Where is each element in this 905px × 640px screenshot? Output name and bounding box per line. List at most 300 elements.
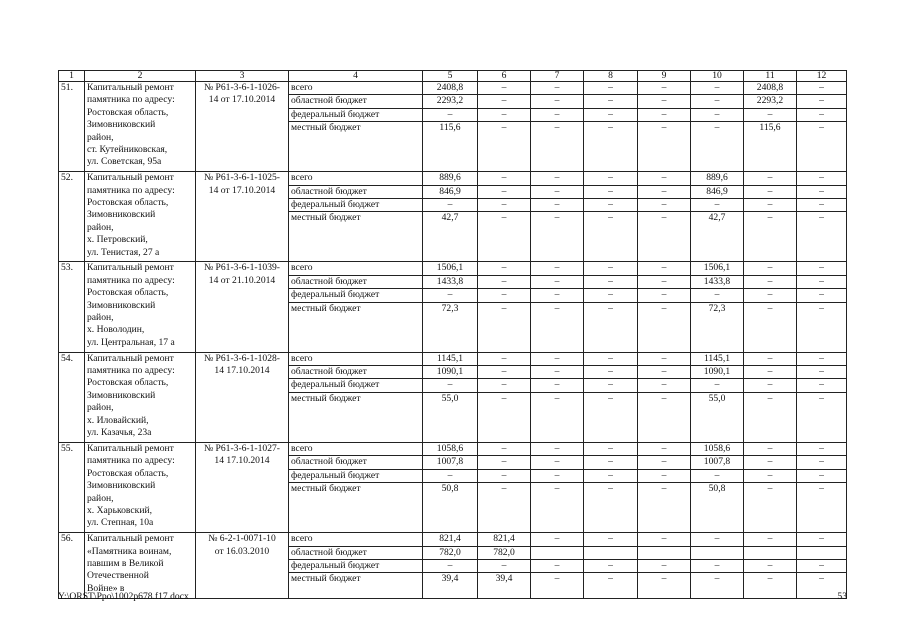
amount-cell: 889,6 bbox=[691, 172, 744, 185]
amount-cell: – bbox=[797, 533, 847, 546]
amount-cell: – bbox=[531, 108, 584, 121]
amount-cell: – bbox=[584, 559, 638, 572]
amount-cell: – bbox=[531, 122, 584, 172]
amount-cell: – bbox=[744, 302, 797, 352]
document-line: № 6-2-1-0071-10 bbox=[208, 533, 276, 545]
amount-cell: – bbox=[797, 289, 847, 302]
footer-file-path: Y:\ORST\Ppo\1002p678.f17.docx bbox=[58, 591, 189, 602]
funding-source: всего bbox=[289, 172, 423, 185]
amount-cell: – bbox=[691, 122, 744, 172]
funding-source: всего bbox=[289, 442, 423, 455]
amount-cell: – bbox=[478, 352, 531, 365]
description-line: Ростовская область, bbox=[87, 467, 169, 479]
description-line: район, bbox=[87, 131, 114, 143]
amount-cell: – bbox=[638, 275, 691, 288]
amount-cell: – bbox=[423, 379, 478, 392]
document-line: от 16.03.2010 bbox=[214, 545, 270, 557]
amount-cell: – bbox=[478, 172, 531, 185]
amount-cell: – bbox=[478, 212, 531, 262]
document-reference bbox=[196, 262, 289, 352]
amount-cell: – bbox=[744, 442, 797, 455]
description-line: х. Новолодин, bbox=[87, 324, 145, 336]
column-number: 11 bbox=[744, 71, 797, 82]
description-line: Ростовская область, bbox=[87, 106, 169, 118]
amount-cell: 42,7 bbox=[423, 212, 478, 262]
amount-cell: – bbox=[584, 366, 638, 379]
amount-cell: 889,6 bbox=[423, 172, 478, 185]
description-line: Зимовниковский bbox=[87, 480, 156, 492]
amount-cell: – bbox=[691, 573, 744, 599]
description-line: Ростовская область, bbox=[87, 197, 169, 209]
column-number: 10 bbox=[691, 71, 744, 82]
record-number: 55. bbox=[59, 442, 85, 532]
description-line: Отечественной bbox=[87, 570, 149, 582]
amount-cell: – bbox=[797, 469, 847, 482]
amount-cell: 1433,8 bbox=[423, 275, 478, 288]
amount-cell: – bbox=[744, 533, 797, 546]
amount-cell: – bbox=[691, 559, 744, 572]
amount-cell: – bbox=[584, 122, 638, 172]
description-line: район, bbox=[87, 492, 114, 504]
amount-cell: – bbox=[797, 82, 847, 95]
description-line: ул. Центральная, 17 а bbox=[87, 336, 175, 348]
description-line: х. Иловайский, bbox=[87, 414, 149, 426]
amount-cell: – bbox=[423, 469, 478, 482]
amount-cell: – bbox=[797, 95, 847, 108]
funding-source: всего bbox=[289, 533, 423, 546]
document-line: № Р61-3-6-1-1028- bbox=[203, 352, 281, 364]
description-line: памятника по адресу: bbox=[87, 274, 175, 286]
column-number: 1 bbox=[59, 71, 85, 82]
description-line: Зимовниковский bbox=[87, 299, 156, 311]
amount-cell: – bbox=[638, 108, 691, 121]
funding-source: местный бюджет bbox=[289, 483, 423, 533]
amount-cell: – bbox=[638, 366, 691, 379]
amount-cell: 2293,2 bbox=[744, 95, 797, 108]
description-line: ст. Кутейниковская, bbox=[87, 144, 168, 156]
amount-cell: – bbox=[638, 212, 691, 262]
amount-cell: – bbox=[691, 108, 744, 121]
amount-cell: – bbox=[478, 95, 531, 108]
amount-cell: – bbox=[478, 392, 531, 442]
amount-cell: – bbox=[423, 559, 478, 572]
amount-cell: – bbox=[691, 469, 744, 482]
amount-cell: – bbox=[744, 199, 797, 212]
table-row bbox=[59, 262, 847, 275]
amount-cell: 782,0 bbox=[478, 546, 531, 559]
amount-cell: – bbox=[478, 82, 531, 95]
amount-cell: – bbox=[423, 289, 478, 302]
amount-cell: 72,3 bbox=[423, 302, 478, 352]
document-reference bbox=[196, 533, 289, 599]
document-line: № Р61-3-6-1-1027- bbox=[203, 442, 281, 454]
document-line: № Р61-3-6-1-1026- bbox=[203, 82, 281, 93]
amount-cell: – bbox=[744, 172, 797, 185]
amount-cell: – bbox=[638, 302, 691, 352]
amount-cell: 1058,6 bbox=[423, 442, 478, 455]
document-reference bbox=[196, 82, 289, 172]
amount-cell: – bbox=[584, 95, 638, 108]
amount-cell: 2408,8 bbox=[423, 82, 478, 95]
amount-cell: – bbox=[478, 199, 531, 212]
amount-cell: – bbox=[744, 212, 797, 262]
document-line: 14 17.10.2014 bbox=[214, 365, 270, 377]
project-description bbox=[85, 352, 196, 442]
page-number: 53 bbox=[837, 591, 847, 602]
amount-cell: 72,3 bbox=[691, 302, 744, 352]
amount-cell: – bbox=[584, 573, 638, 599]
table-row bbox=[59, 352, 847, 365]
funding-source: местный бюджет bbox=[289, 392, 423, 442]
amount-cell: – bbox=[478, 442, 531, 455]
amount-cell: 55,0 bbox=[691, 392, 744, 442]
project-description bbox=[85, 533, 196, 599]
description-line: Капитальный ремонт bbox=[87, 442, 174, 454]
amount-cell: – bbox=[531, 573, 584, 599]
amount-cell: – bbox=[797, 302, 847, 352]
record-number: 54. bbox=[59, 352, 85, 442]
amount-cell: – bbox=[423, 108, 478, 121]
description-line: павшим в Великой bbox=[87, 557, 164, 569]
amount-cell: 39,4 bbox=[423, 573, 478, 599]
amount-cell: – bbox=[584, 533, 638, 546]
amount-cell: – bbox=[584, 185, 638, 198]
amount-cell: – bbox=[531, 469, 584, 482]
amount-cell: 782,0 bbox=[423, 546, 478, 559]
amount-cell: – bbox=[744, 275, 797, 288]
project-description bbox=[85, 262, 196, 352]
record-number: 53. bbox=[59, 262, 85, 352]
amount-cell: 846,9 bbox=[691, 185, 744, 198]
amount-cell: – bbox=[531, 275, 584, 288]
amount-cell: – bbox=[478, 262, 531, 275]
column-number: 6 bbox=[478, 71, 531, 82]
amount-cell: 115,6 bbox=[423, 122, 478, 172]
record-number: 52. bbox=[59, 172, 85, 262]
amount-cell: – bbox=[691, 379, 744, 392]
funding-table bbox=[58, 70, 847, 599]
funding-source: федеральный бюджет bbox=[289, 108, 423, 121]
amount-cell: – bbox=[584, 469, 638, 482]
document-reference bbox=[196, 352, 289, 442]
amount-cell: – bbox=[584, 275, 638, 288]
amount-cell: 115,6 bbox=[744, 122, 797, 172]
amount-cell: – bbox=[691, 95, 744, 108]
column-number: 2 bbox=[85, 71, 196, 82]
description-line: Зимовниковский bbox=[87, 209, 156, 221]
document-reference bbox=[196, 442, 289, 532]
amount-cell: – bbox=[744, 289, 797, 302]
amount-cell: 846,9 bbox=[423, 185, 478, 198]
amount-cell: – bbox=[797, 442, 847, 455]
funding-source: федеральный бюджет bbox=[289, 379, 423, 392]
amount-cell: – bbox=[478, 108, 531, 121]
amount-cell: – bbox=[531, 366, 584, 379]
amount-cell: 39,4 bbox=[478, 573, 531, 599]
description-line: ул. Тенистая, 27 а bbox=[87, 246, 160, 258]
record-number: 56. bbox=[59, 533, 85, 599]
amount-cell: – bbox=[691, 533, 744, 546]
amount-cell: 821,4 bbox=[423, 533, 478, 546]
description-line: Зимовниковский bbox=[87, 119, 156, 131]
description-line: Капитальный ремонт bbox=[87, 172, 174, 184]
description-line: район, bbox=[87, 221, 114, 233]
amount-cell: – bbox=[797, 172, 847, 185]
amount-cell: – bbox=[478, 185, 531, 198]
amount-cell: 1007,8 bbox=[691, 456, 744, 469]
amount-cell: – bbox=[797, 352, 847, 365]
column-number: 4 bbox=[289, 71, 423, 82]
description-line: х. Харьковский, bbox=[87, 504, 152, 516]
amount-cell: – bbox=[531, 442, 584, 455]
amount-cell: – bbox=[797, 185, 847, 198]
amount-cell: – bbox=[744, 469, 797, 482]
amount-cell bbox=[531, 546, 584, 559]
amount-cell: – bbox=[691, 289, 744, 302]
amount-cell: 50,8 bbox=[423, 483, 478, 533]
amount-cell: – bbox=[584, 352, 638, 365]
description-line: памятника по адресу: bbox=[87, 94, 175, 106]
funding-source: местный бюджет bbox=[289, 122, 423, 172]
description-line: Капитальный ремонт bbox=[87, 262, 174, 274]
amount-cell: – bbox=[584, 442, 638, 455]
amount-cell: 42,7 bbox=[691, 212, 744, 262]
amount-cell: – bbox=[744, 379, 797, 392]
description-line: район, bbox=[87, 312, 114, 324]
amount-cell: – bbox=[797, 456, 847, 469]
description-line: Капитальный ремонт bbox=[87, 533, 174, 545]
amount-cell: – bbox=[638, 185, 691, 198]
amount-cell: – bbox=[744, 366, 797, 379]
document-line: 14 от 17.10.2014 bbox=[208, 184, 276, 196]
amount-cell: 1145,1 bbox=[423, 352, 478, 365]
amount-cell: – bbox=[584, 199, 638, 212]
amount-cell: – bbox=[584, 483, 638, 533]
funding-source: всего bbox=[289, 352, 423, 365]
amount-cell: – bbox=[584, 392, 638, 442]
amount-cell: – bbox=[744, 559, 797, 572]
description-line: Войне» в bbox=[87, 582, 125, 594]
amount-cell: – bbox=[531, 212, 584, 262]
amount-cell: – bbox=[744, 108, 797, 121]
amount-cell: – bbox=[478, 379, 531, 392]
document-reference bbox=[196, 172, 289, 262]
amount-cell: – bbox=[584, 302, 638, 352]
amount-cell: – bbox=[531, 302, 584, 352]
amount-cell: – bbox=[478, 366, 531, 379]
project-description bbox=[85, 442, 196, 532]
amount-cell: – bbox=[478, 483, 531, 533]
amount-cell: – bbox=[638, 199, 691, 212]
funding-source: областной бюджет bbox=[289, 546, 423, 559]
amount-cell: 1506,1 bbox=[691, 262, 744, 275]
amount-cell: – bbox=[531, 82, 584, 95]
amount-cell: – bbox=[797, 212, 847, 262]
amount-cell: – bbox=[423, 199, 478, 212]
amount-cell: – bbox=[478, 456, 531, 469]
amount-cell: – bbox=[691, 199, 744, 212]
description-line: ул. Казачья, 23а bbox=[87, 427, 152, 439]
amount-cell: – bbox=[531, 95, 584, 108]
document-line: № Р61-3-6-1-1039- bbox=[203, 262, 281, 274]
amount-cell: – bbox=[797, 483, 847, 533]
funding-source: областной бюджет bbox=[289, 185, 423, 198]
amount-cell: 55,0 bbox=[423, 392, 478, 442]
column-number: 7 bbox=[531, 71, 584, 82]
description-line: Капитальный ремонт bbox=[87, 82, 174, 93]
amount-cell: – bbox=[638, 456, 691, 469]
funding-source: всего bbox=[289, 262, 423, 275]
amount-cell: – bbox=[744, 483, 797, 533]
amount-cell: 50,8 bbox=[691, 483, 744, 533]
document-line: № Р61-3-6-1-1025- bbox=[203, 172, 281, 184]
funding-source: федеральный бюджет bbox=[289, 469, 423, 482]
amount-cell: – bbox=[638, 352, 691, 365]
amount-cell: – bbox=[638, 122, 691, 172]
amount-cell: – bbox=[584, 212, 638, 262]
column-number: 5 bbox=[423, 71, 478, 82]
table-row bbox=[59, 82, 847, 95]
funding-source: всего bbox=[289, 82, 423, 95]
description-line: район, bbox=[87, 402, 114, 414]
amount-cell: – bbox=[797, 122, 847, 172]
amount-cell: – bbox=[531, 559, 584, 572]
amount-cell: – bbox=[638, 262, 691, 275]
amount-cell: – bbox=[797, 392, 847, 442]
amount-cell: 2408,8 bbox=[744, 82, 797, 95]
amount-cell: – bbox=[744, 262, 797, 275]
amount-cell bbox=[797, 546, 847, 559]
amount-cell: – bbox=[584, 108, 638, 121]
funding-source: федеральный бюджет bbox=[289, 199, 423, 212]
funding-source: федеральный бюджет bbox=[289, 559, 423, 572]
amount-cell: – bbox=[638, 392, 691, 442]
amount-cell: – bbox=[744, 573, 797, 599]
amount-cell: – bbox=[638, 289, 691, 302]
amount-cell: – bbox=[797, 108, 847, 121]
amount-cell: – bbox=[531, 533, 584, 546]
amount-cell: – bbox=[797, 275, 847, 288]
amount-cell: – bbox=[531, 379, 584, 392]
project-description bbox=[85, 172, 196, 262]
funding-source: областной бюджет bbox=[289, 95, 423, 108]
funding-source: областной бюджет bbox=[289, 275, 423, 288]
amount-cell: 1007,8 bbox=[423, 456, 478, 469]
amount-cell: – bbox=[584, 456, 638, 469]
amount-cell bbox=[638, 546, 691, 559]
funding-source: областной бюджет bbox=[289, 366, 423, 379]
funding-source: областной бюджет bbox=[289, 456, 423, 469]
amount-cell: – bbox=[478, 469, 531, 482]
amount-cell: 1090,1 bbox=[691, 366, 744, 379]
amount-cell bbox=[744, 546, 797, 559]
record-number: 51. bbox=[59, 82, 85, 172]
description-line: памятника по адресу: bbox=[87, 184, 175, 196]
amount-cell: – bbox=[478, 289, 531, 302]
column-number-row bbox=[59, 71, 847, 82]
description-line: Ростовская область, bbox=[87, 287, 169, 299]
funding-source: местный бюджет bbox=[289, 302, 423, 352]
amount-cell: – bbox=[531, 483, 584, 533]
amount-cell: 1058,6 bbox=[691, 442, 744, 455]
amount-cell: – bbox=[797, 366, 847, 379]
description-line: ул. Советская, 95а bbox=[87, 156, 162, 168]
amount-cell bbox=[691, 546, 744, 559]
table-row bbox=[59, 172, 847, 185]
amount-cell: – bbox=[584, 379, 638, 392]
amount-cell: – bbox=[531, 392, 584, 442]
document-line: 14 17.10.2014 bbox=[214, 455, 270, 467]
amount-cell: 1506,1 bbox=[423, 262, 478, 275]
amount-cell: – bbox=[478, 275, 531, 288]
amount-cell: – bbox=[744, 352, 797, 365]
description-line: Зимовниковский bbox=[87, 389, 156, 401]
amount-cell: – bbox=[797, 262, 847, 275]
amount-cell: – bbox=[638, 379, 691, 392]
amount-cell: – bbox=[584, 289, 638, 302]
table-row bbox=[59, 533, 847, 546]
amount-cell: 1145,1 bbox=[691, 352, 744, 365]
column-number: 9 bbox=[638, 71, 691, 82]
amount-cell: – bbox=[531, 185, 584, 198]
funding-source: местный бюджет bbox=[289, 573, 423, 599]
table-row bbox=[59, 442, 847, 455]
funding-source: федеральный бюджет bbox=[289, 289, 423, 302]
amount-cell: – bbox=[638, 82, 691, 95]
amount-cell: – bbox=[584, 172, 638, 185]
amount-cell: – bbox=[531, 262, 584, 275]
amount-cell: – bbox=[638, 95, 691, 108]
amount-cell: – bbox=[797, 559, 847, 572]
description-line: памятника по адресу: bbox=[87, 365, 175, 377]
amount-cell: – bbox=[584, 262, 638, 275]
description-line: ул. Степная, 10а bbox=[87, 517, 154, 529]
column-number: 3 bbox=[196, 71, 289, 82]
amount-cell: – bbox=[744, 185, 797, 198]
amount-cell: – bbox=[531, 456, 584, 469]
project-description bbox=[85, 82, 196, 172]
amount-cell: – bbox=[638, 469, 691, 482]
description-line: Капитальный ремонт bbox=[87, 352, 174, 364]
amount-cell: 1433,8 bbox=[691, 275, 744, 288]
amount-cell: 821,4 bbox=[478, 533, 531, 546]
amount-cell: – bbox=[744, 456, 797, 469]
amount-cell: – bbox=[478, 302, 531, 352]
funding-source: местный бюджет bbox=[289, 212, 423, 262]
amount-cell: – bbox=[531, 352, 584, 365]
amount-cell: – bbox=[638, 533, 691, 546]
amount-cell: – bbox=[638, 172, 691, 185]
document-line: 14 от 21.10.2014 bbox=[208, 274, 276, 286]
amount-cell: – bbox=[638, 573, 691, 599]
amount-cell: – bbox=[797, 573, 847, 599]
description-line: «Памятника воинам, bbox=[87, 545, 172, 557]
amount-cell: – bbox=[531, 199, 584, 212]
amount-cell: – bbox=[478, 122, 531, 172]
column-number: 12 bbox=[797, 71, 847, 82]
document-line: 14 от 17.10.2014 bbox=[208, 94, 276, 106]
amount-cell: – bbox=[531, 172, 584, 185]
amount-cell: 1090,1 bbox=[423, 366, 478, 379]
column-number: 8 bbox=[584, 71, 638, 82]
amount-cell: – bbox=[638, 442, 691, 455]
amount-cell: – bbox=[478, 559, 531, 572]
amount-cell bbox=[584, 546, 638, 559]
amount-cell: – bbox=[584, 82, 638, 95]
description-line: памятника по адресу: bbox=[87, 455, 175, 467]
amount-cell: – bbox=[638, 483, 691, 533]
description-line: х. Петровский, bbox=[87, 234, 148, 246]
